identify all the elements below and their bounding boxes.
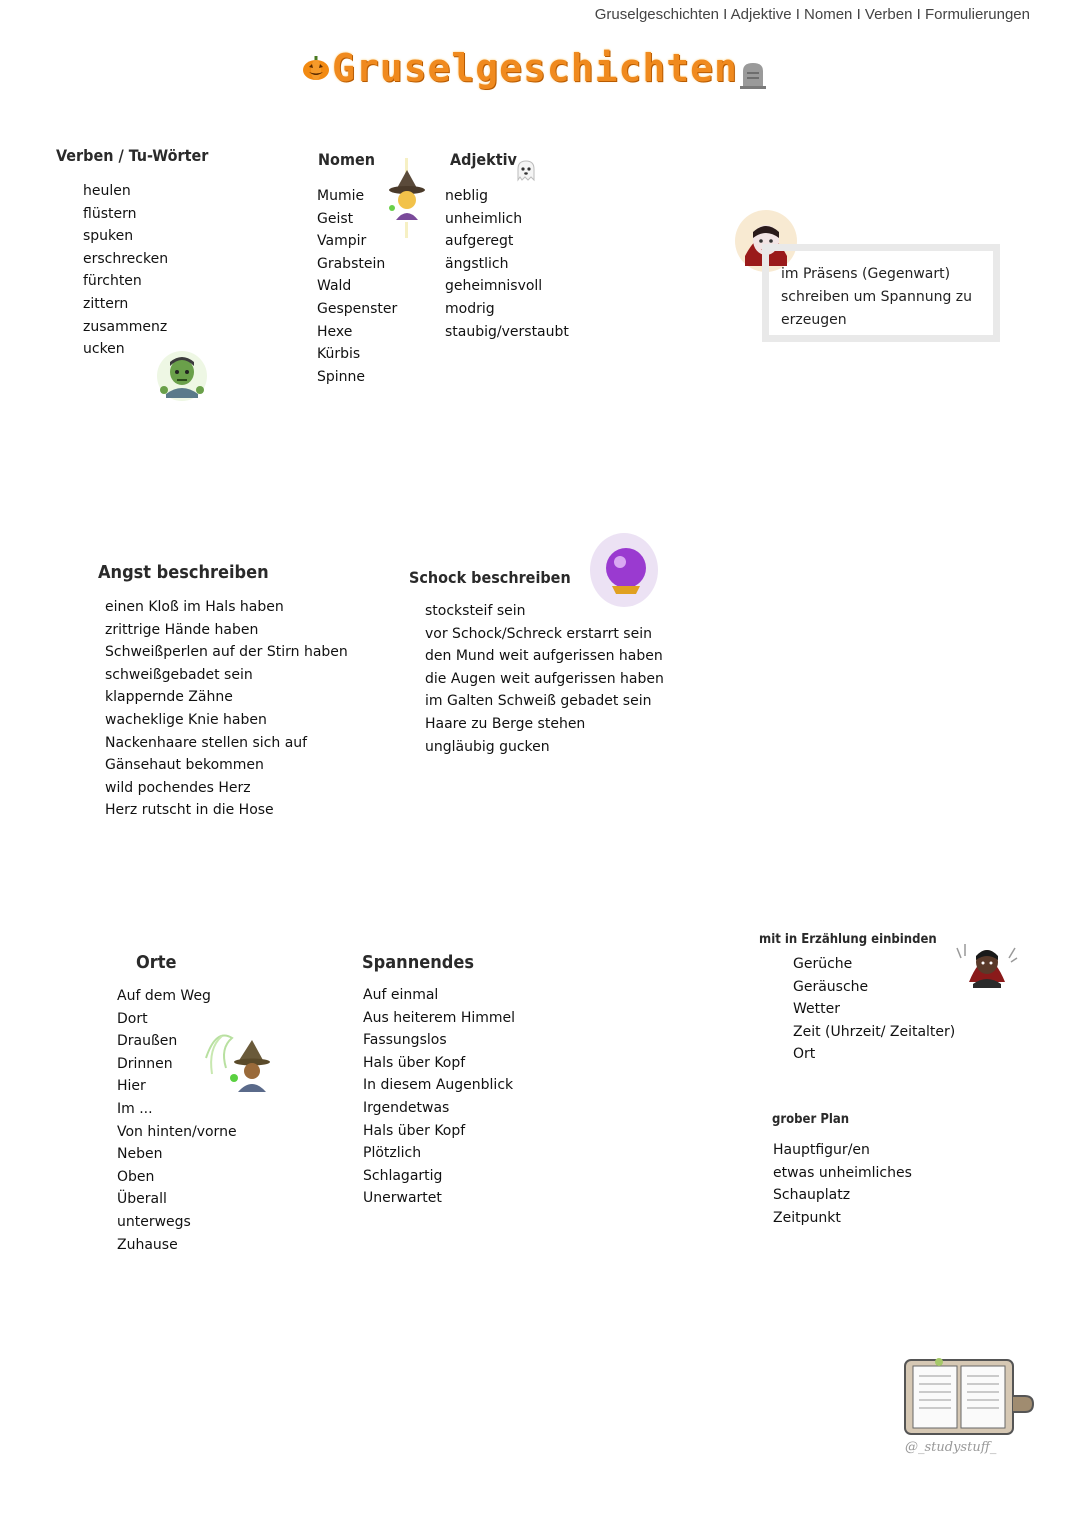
list-item: Hals über Kopf: [363, 1122, 466, 1139]
schock-list: [425, 600, 664, 758]
spannendes-section: [362, 952, 474, 973]
page-title: [302, 40, 766, 96]
list-item: unterwegs: [117, 1213, 191, 1230]
list-item: den Mund weit aufgerissen haben: [425, 648, 663, 665]
list-item: Wald: [317, 278, 352, 295]
list-item: fürchten: [83, 273, 142, 290]
list-item: Hauptfigur/en: [773, 1142, 870, 1158]
list-item: Spinne: [317, 368, 366, 385]
einbinden-section: [755, 928, 941, 947]
list-item: staubig/verstaubt: [445, 323, 569, 340]
list-item: etwas unheimliches: [773, 1164, 912, 1181]
title-text: Gruselgeschichten: [332, 46, 738, 90]
list-item: Nackenhaare stellen sich auf: [105, 734, 308, 751]
list-item: Mumie: [317, 188, 365, 204]
nomen-heading: Nomen: [318, 150, 375, 169]
list-item: die Augen weit aufgerissen haben: [425, 670, 664, 687]
nomen-section: [318, 150, 375, 169]
list-item: aufgeregt: [445, 233, 514, 250]
tombstone-icon: [740, 61, 766, 89]
list-item: Zuhause: [117, 1236, 178, 1253]
planner-icon: [895, 1352, 1037, 1442]
list-item: Herz rutscht in die Hose: [105, 802, 274, 819]
wizard-icon: [202, 1028, 272, 1094]
adjektiv-list: [445, 185, 569, 343]
list-item: heulen: [83, 183, 131, 199]
witch-icon: [380, 158, 434, 238]
list-item: geheimnisvoll: [445, 278, 543, 295]
list-item: unheimlich: [445, 210, 523, 227]
list-item: Gänsehaut bekommen: [105, 757, 264, 774]
crystal-ball-icon: [588, 532, 660, 608]
list-item: Hier: [117, 1078, 146, 1095]
vampire-icon: [955, 938, 1019, 988]
list-item: Haare zu Berge stehen: [425, 715, 586, 732]
list-item: zittern: [83, 295, 129, 312]
list-item: Vampir: [317, 233, 367, 250]
list-item: im Galten Schweiß gebadet sein: [425, 693, 652, 710]
angst-list: [105, 596, 348, 822]
list-item: Hals über Kopf: [363, 1054, 466, 1071]
list-item: Schlagartig: [363, 1167, 443, 1184]
spannendes-list: [363, 984, 515, 1210]
list-item: wacheklige Knie haben: [105, 711, 267, 728]
spannendes-heading: Spannendes: [362, 952, 474, 973]
plan-section: [768, 1108, 853, 1127]
list-item: stocksteif sein: [425, 603, 526, 619]
list-item: Hexe: [317, 323, 353, 340]
adjektiv-section: [450, 150, 517, 169]
schock-heading: Schock beschreiben: [409, 568, 571, 587]
list-item: wild pochendes Herz: [105, 779, 251, 796]
watermark: @_studystuff_: [905, 1440, 997, 1455]
list-item: Wetter: [793, 1001, 840, 1018]
list-item: Überall: [117, 1191, 167, 1208]
list-item: Plötzlich: [363, 1145, 422, 1162]
einbinden-list: [793, 953, 955, 1066]
list-item: Neben: [117, 1146, 163, 1163]
list-item: Zeit (Uhrzeit/ Zeitalter): [793, 1023, 956, 1040]
list-item: Auf dem Weg: [117, 988, 211, 1004]
tip-line: im Präsens (Gegenwart): [781, 266, 951, 282]
list-item: Fassungslos: [363, 1032, 447, 1049]
angst-heading: Angst beschreiben: [98, 562, 269, 583]
list-item: Schauplatz: [773, 1187, 851, 1204]
list-item: einen Kloß im Hals haben: [105, 599, 284, 615]
list-item: zusammenz: [83, 318, 168, 335]
adjektiv-heading: Adjektiv: [450, 150, 517, 169]
schock-section: [409, 568, 571, 587]
list-item: vor Schock/Schreck erstarrt sein: [425, 625, 652, 642]
list-item: ungläubig gucken: [425, 738, 550, 755]
list-item: Zeitpunkt: [773, 1209, 841, 1226]
list-item: In diesem Augenblick: [363, 1077, 514, 1094]
list-item: Gespenster: [317, 300, 398, 317]
list-item: Im ...: [117, 1100, 153, 1117]
list-item: Oben: [117, 1168, 155, 1185]
tip-line: erzeugen: [781, 312, 847, 328]
angst-section: [98, 562, 269, 583]
list-item: Geräusche: [793, 978, 869, 995]
list-item: neblig: [445, 188, 489, 204]
list-item: schweißgebadet sein: [105, 666, 253, 683]
list-item: modrig: [445, 300, 495, 317]
plan-heading: grober Plan: [768, 1112, 853, 1127]
list-item: Dort: [117, 1010, 148, 1027]
verben-section: [56, 146, 208, 165]
tip-line: schreiben um Spannung zu: [781, 289, 973, 305]
list-item: Grabstein: [317, 255, 386, 272]
list-item: flüstern: [83, 205, 137, 222]
list-item: Aus heiterem Himmel: [363, 1009, 516, 1026]
list-item: Draußen: [117, 1033, 178, 1050]
tip-box: [762, 244, 1000, 342]
list-item: Schweißperlen auf der Stirn haben: [105, 644, 348, 661]
list-item: klappernde Zähne: [105, 689, 233, 706]
zombie-icon: [156, 350, 208, 402]
list-item: Unerwartet: [363, 1190, 442, 1207]
pumpkin-icon: [302, 56, 330, 80]
list-item: Geist: [317, 210, 354, 227]
list-item: erschrecken: [83, 250, 169, 267]
verben-heading: Verben / Tu-Wörter: [56, 146, 209, 165]
orte-list: [117, 985, 237, 1256]
plan-list: [773, 1139, 912, 1229]
verben-list: [83, 180, 168, 361]
list-item: Auf einmal: [363, 987, 439, 1003]
list-item: ucken: [83, 341, 125, 358]
list-item: Kürbis: [317, 346, 361, 363]
list-item: Ort: [793, 1046, 816, 1063]
header-nav: Gruselgeschichten I Adjektive I Nomen I Verben I Formulierungen: [594, 6, 1030, 23]
list-item: spuken: [83, 228, 134, 245]
list-item: Irgendetwas: [363, 1099, 450, 1116]
einbinden-heading: mit in Erzählung einbinden: [755, 932, 941, 947]
list-item: zrittrige Hände haben: [105, 621, 259, 638]
list-item: Gerüche: [793, 956, 853, 972]
orte-heading: Orte: [136, 952, 177, 973]
ghost-icon: [514, 158, 538, 182]
list-item: ängstlich: [445, 255, 509, 272]
list-item: Drinnen: [117, 1055, 173, 1072]
orte-section: [136, 952, 176, 973]
list-item: Von hinten/vorne: [117, 1123, 237, 1140]
